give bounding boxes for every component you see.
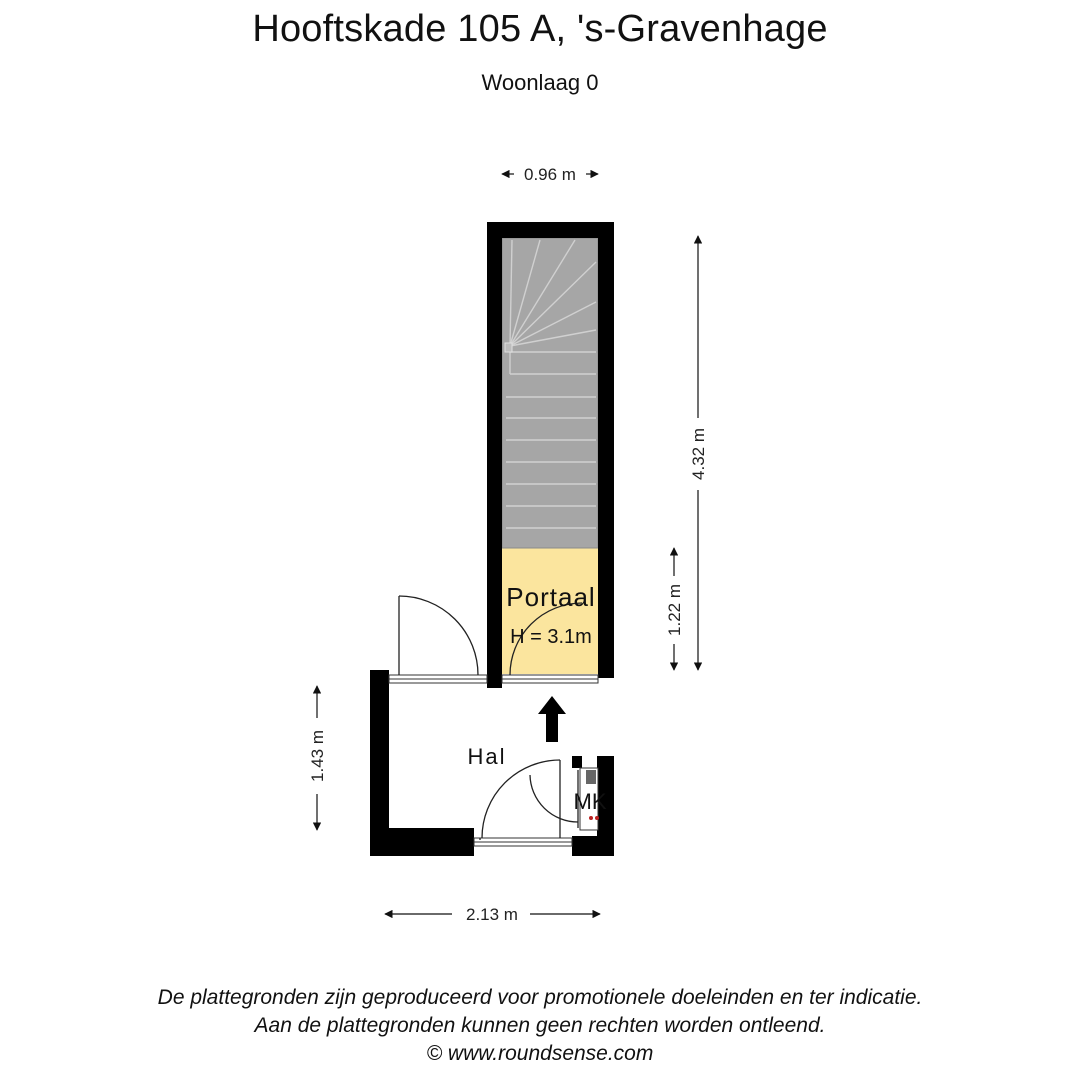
hal-label: Hal [467, 744, 507, 769]
stair-newel [505, 343, 512, 352]
entrance-arrow-icon [538, 696, 566, 742]
portaal-ceiling-height: H = 3.1m [510, 626, 592, 648]
stairs [502, 238, 598, 548]
copyright-text: © www.roundsense.com [426, 1042, 654, 1065]
dimension-right-height: 4.32 m [689, 428, 708, 480]
page-title: Hooftskade 105 A, 's-Gravenhage [252, 8, 828, 50]
dimension-bottom-width: 2.13 m [466, 905, 518, 924]
disclaimer-line-2: Aan de plattegronden kunnen geen rechten worden ontleend. [254, 1014, 826, 1037]
portaal-label: Portaal [506, 582, 596, 612]
disclaimer-line-1: De plattegronden zijn geproduceerd voor promotionele doeleinden en ter indicatie. [157, 986, 923, 1009]
dimension-top-width: 0.96 m [524, 165, 576, 184]
dimension-portaal-height: 1.22 m [665, 584, 684, 636]
meterkast-label: MK [573, 789, 607, 814]
floor-level-label: Woonlaag 0 [481, 70, 599, 95]
disclaimer [0, 984, 1080, 1068]
copyright [0, 1040, 1080, 1068]
dimension-hal-height: 1.43 m [308, 730, 327, 782]
